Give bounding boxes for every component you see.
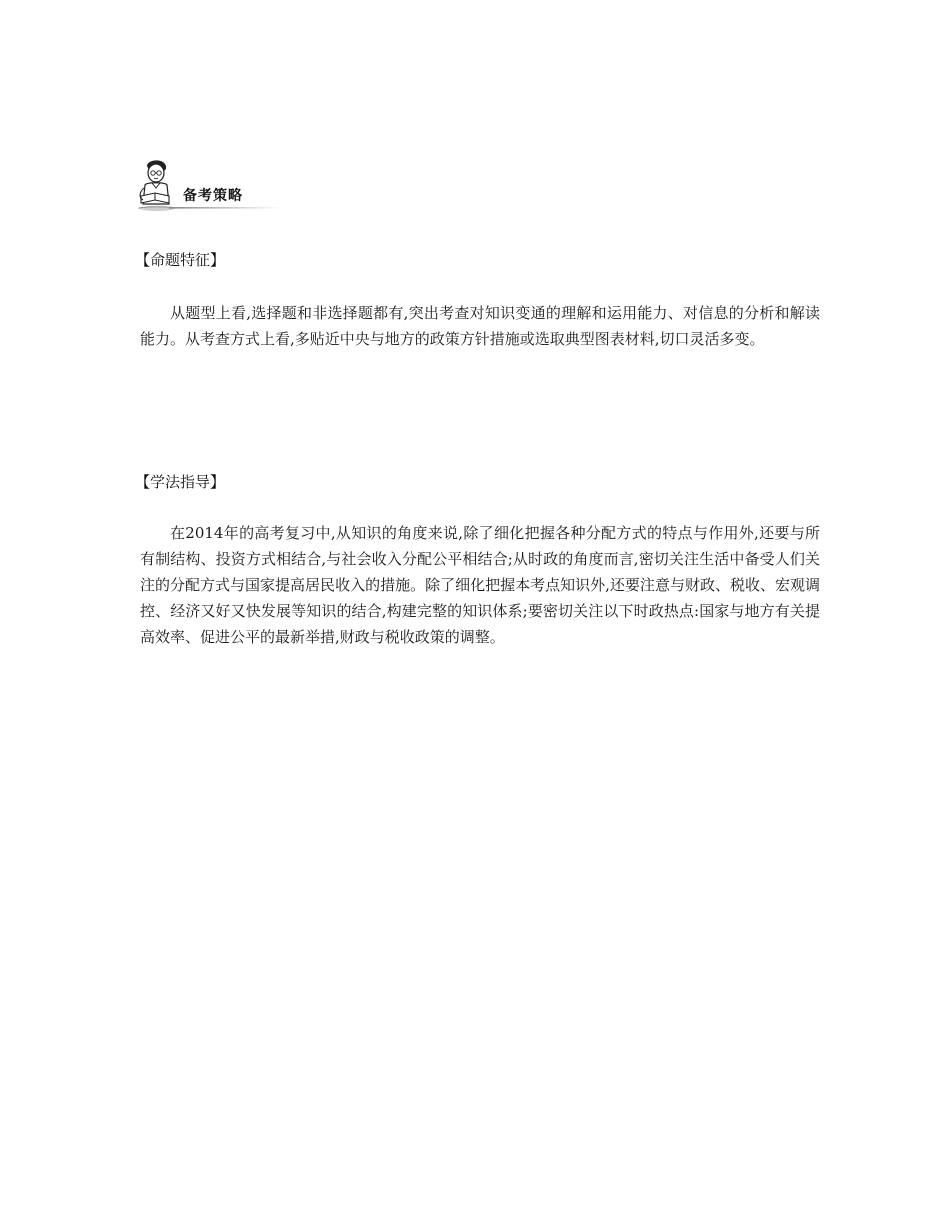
heading-mingti-tezheng: 【命题特征】	[135, 251, 226, 269]
section-header	[135, 158, 285, 218]
paragraph-xuefa-zhidao: 在2014年的高考复习中,从知识的角度来说,除了细化把握各种分配方式的特点与作用外,还要与所有制结构、投资方式相结合,与社会收入分配公平相结合;从时政的角度而言,密切关注生活中备受人们关注的分配方式与国家提高居民收入的措施。除了细化把握本考点知识外,还要注意与财政、税收、宏观调控、经济又好又快发展等知识的结合,构建完整的知识体系;要密切关注以下时政热点:国家与地方有关提高效率、促进公平的最新举措,财政与税收政策的调整。	[140, 524, 820, 646]
title-underline	[169, 206, 281, 210]
section-title: 备考策略	[183, 188, 243, 204]
paragraph-mingti-tezheng: 从题型上看,选择题和非选择题都有,突出考查对知识变通的理解和运用能力、对信息的分析和解读能力。从考查方式上看,多贴近中央与地方的政策方针措施或选取典型图表材料,切口灵活多变。	[140, 304, 820, 348]
heading-xuefa-zhidao: 【学法指导】	[135, 473, 226, 491]
